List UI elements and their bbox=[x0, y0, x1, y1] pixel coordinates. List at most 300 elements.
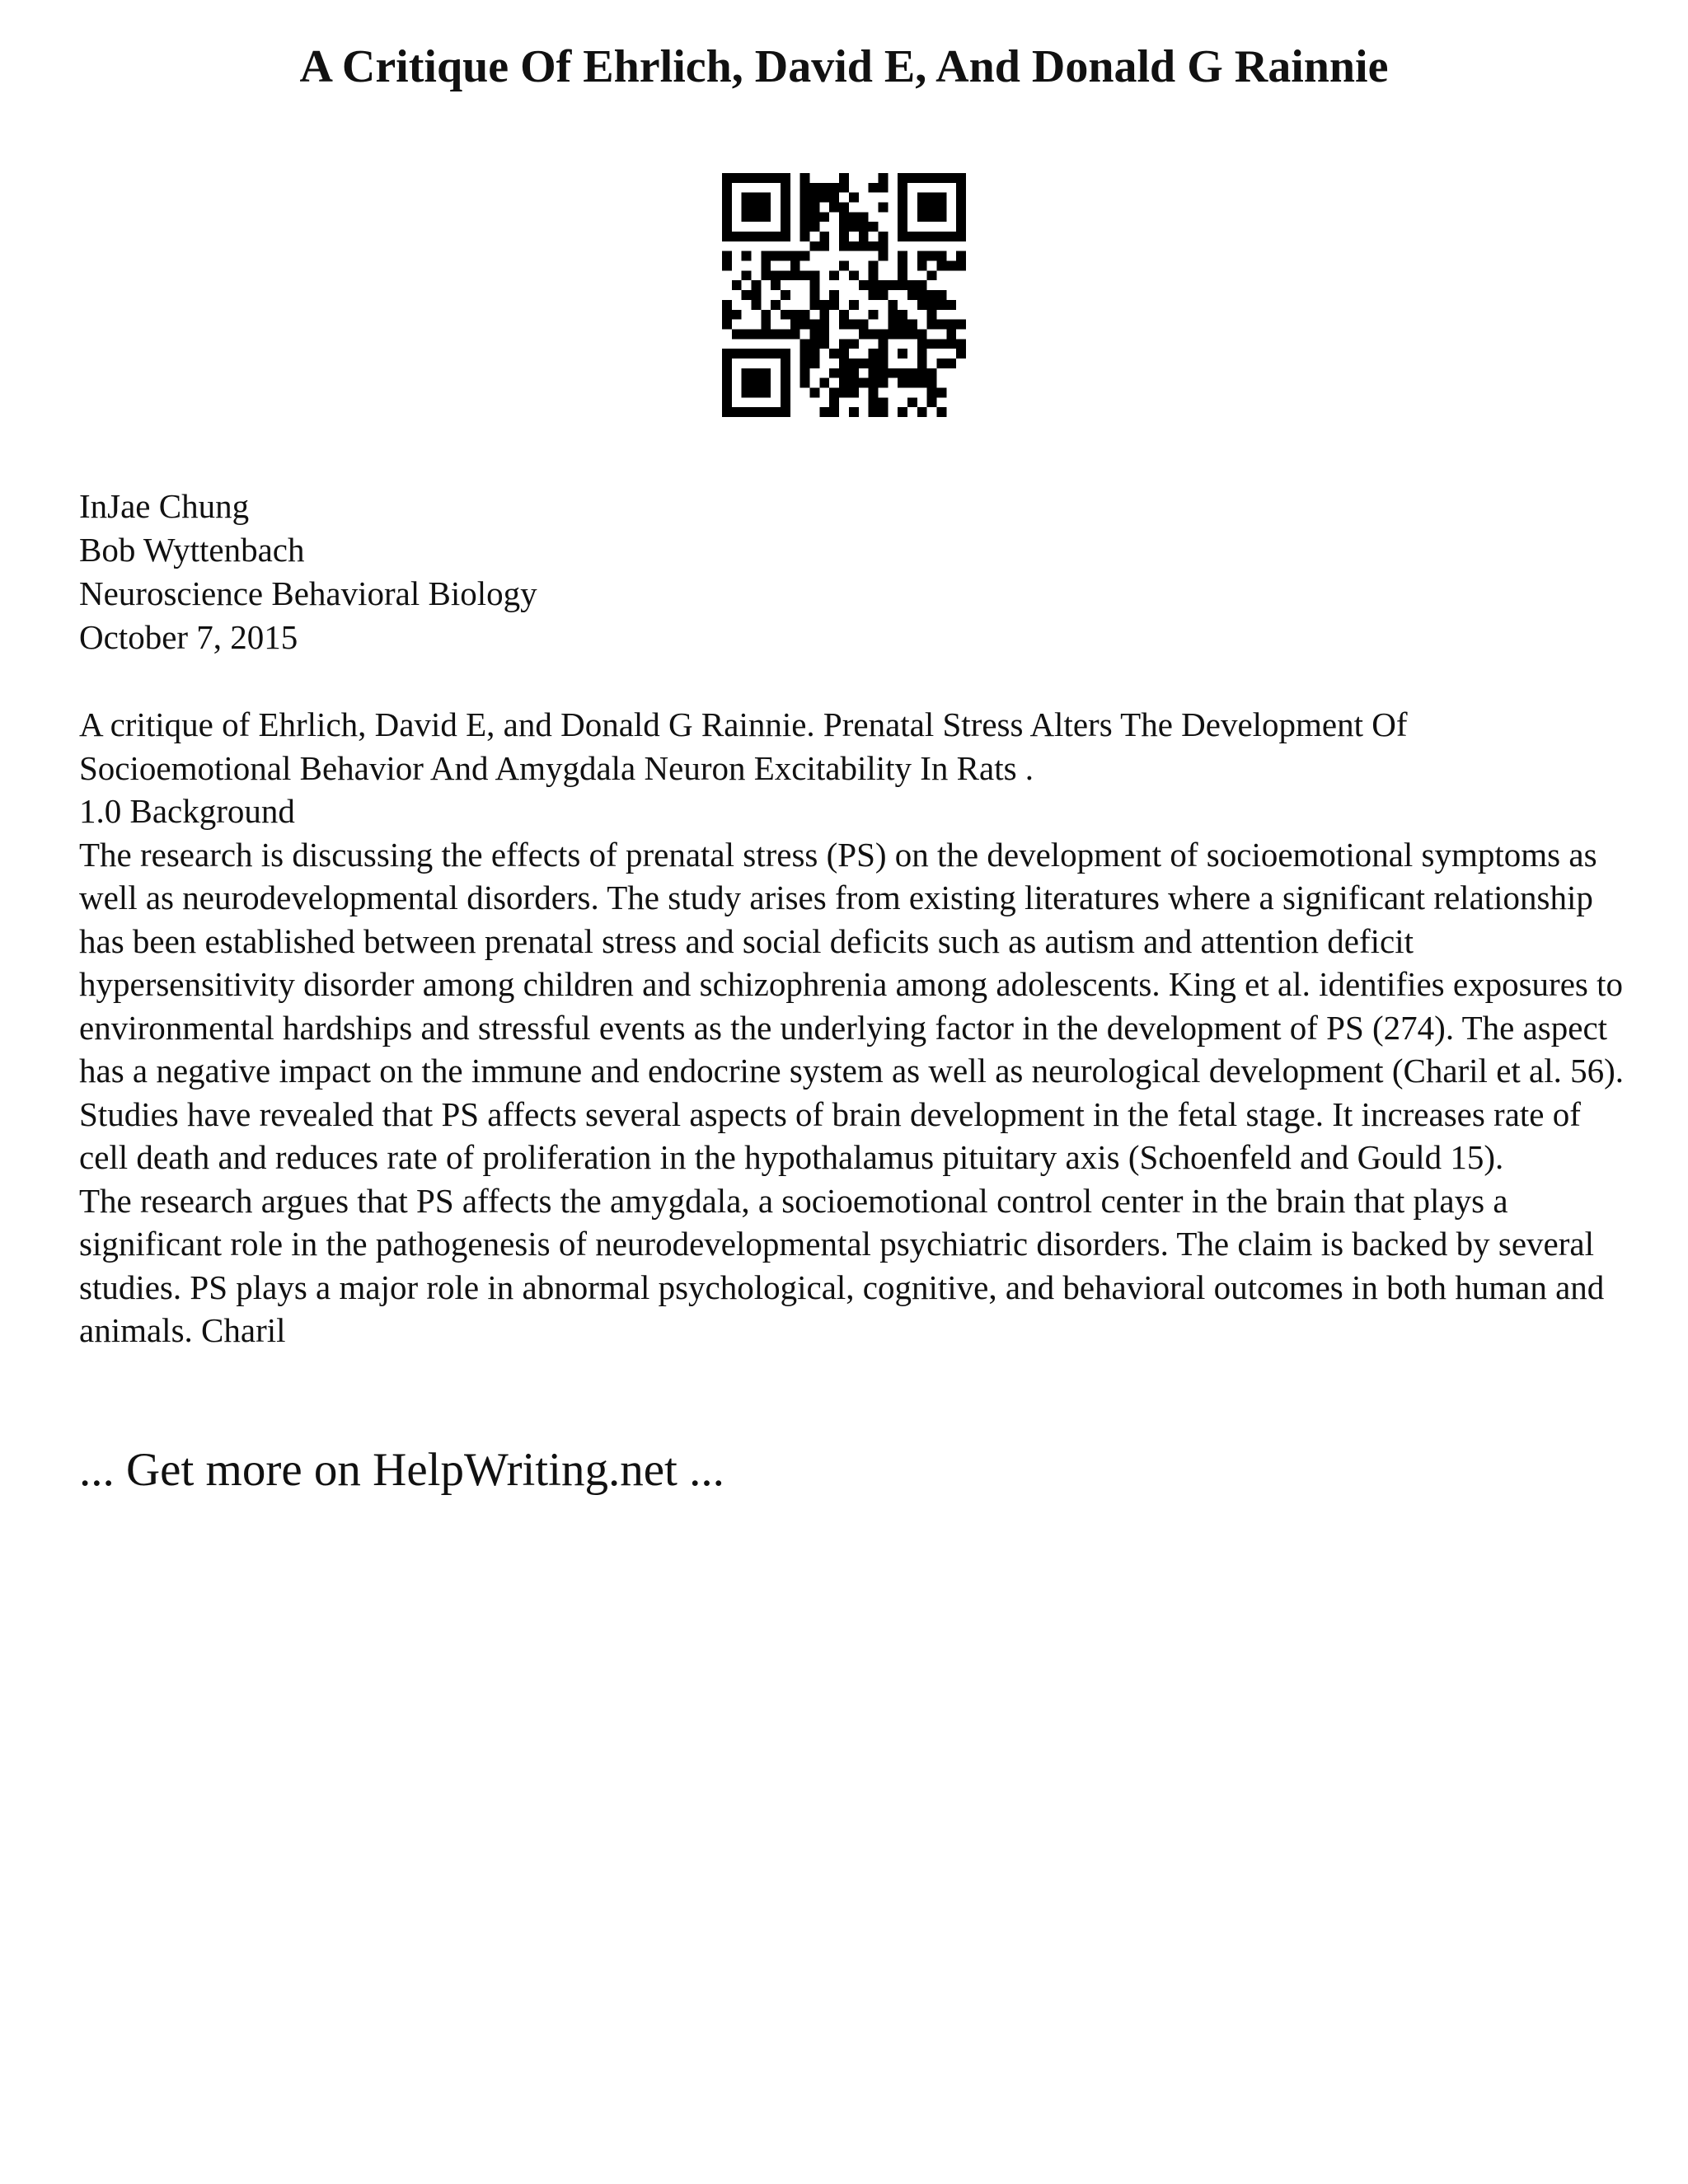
qr-module bbox=[839, 183, 849, 193]
qr-module bbox=[771, 251, 781, 261]
qr-module bbox=[849, 320, 859, 330]
qr-module bbox=[927, 290, 937, 300]
qr-module bbox=[722, 397, 732, 407]
document-title: A Critique Of Ehrlich, David E, And Donald G Rainnie bbox=[299, 41, 1389, 92]
qr-module bbox=[829, 387, 839, 397]
qr-module bbox=[956, 212, 966, 222]
qr-module bbox=[781, 407, 790, 417]
qr-module bbox=[878, 349, 888, 359]
qr-module bbox=[936, 193, 946, 203]
intro-paragraph: A critique of Ehrlich, David E, and Donald G Rainnie. Prenatal Stress Alters The Development Of Socioemotional Behavior And Amygdala Neuron Excitability In Rats . bbox=[79, 705, 1408, 787]
qr-module bbox=[898, 251, 907, 261]
qr-module bbox=[946, 329, 956, 339]
qr-module bbox=[722, 387, 732, 397]
qr-module bbox=[742, 270, 752, 280]
qr-module bbox=[927, 397, 937, 407]
qr-module bbox=[917, 261, 927, 271]
qr-module bbox=[936, 320, 946, 330]
qr-module bbox=[732, 407, 742, 417]
qr-module bbox=[781, 310, 790, 320]
qr-module bbox=[936, 173, 946, 183]
qr-module bbox=[898, 368, 907, 378]
qr-module bbox=[898, 378, 907, 388]
qr-module bbox=[722, 173, 732, 183]
qr-module bbox=[732, 310, 742, 320]
qr-module bbox=[936, 232, 946, 241]
qr-module bbox=[839, 222, 849, 232]
qr-module bbox=[956, 193, 966, 203]
qr-module bbox=[839, 368, 849, 378]
qr-module bbox=[917, 280, 927, 290]
qr-module bbox=[810, 203, 820, 213]
qr-module bbox=[878, 397, 888, 407]
get-more-link[interactable]: ... Get more on HelpWriting.net ... bbox=[79, 1444, 724, 1496]
qr-module bbox=[859, 241, 869, 251]
qr-module bbox=[819, 407, 829, 417]
qr-module bbox=[732, 349, 742, 359]
qr-module bbox=[810, 359, 820, 368]
qr-module bbox=[888, 320, 898, 330]
qr-module bbox=[917, 203, 927, 213]
qr-module bbox=[917, 193, 927, 203]
qr-module bbox=[752, 378, 762, 388]
qr-module bbox=[761, 232, 771, 241]
qr-module bbox=[752, 232, 762, 241]
qr-module bbox=[859, 232, 869, 241]
qr-module bbox=[800, 310, 810, 320]
qr-module bbox=[917, 339, 927, 349]
qr-module bbox=[956, 320, 966, 330]
qr-module bbox=[956, 203, 966, 213]
qr-module bbox=[849, 300, 859, 310]
qr-module bbox=[869, 368, 879, 378]
qr-module bbox=[907, 290, 917, 300]
qr-module bbox=[761, 378, 771, 388]
qr-module bbox=[839, 173, 849, 183]
qr-module bbox=[829, 290, 839, 300]
qr-module bbox=[917, 359, 927, 368]
qr-module bbox=[917, 290, 927, 300]
qr-module bbox=[917, 368, 927, 378]
qr-module bbox=[790, 310, 800, 320]
qr-module bbox=[781, 193, 790, 203]
qr-module bbox=[927, 368, 937, 378]
qr-module bbox=[869, 183, 879, 193]
qr-module bbox=[722, 368, 732, 378]
qr-module bbox=[917, 378, 927, 388]
qr-module bbox=[800, 183, 810, 193]
qr-module bbox=[732, 173, 742, 183]
qr-module bbox=[878, 407, 888, 417]
qr-module bbox=[752, 329, 762, 339]
qr-module bbox=[810, 270, 820, 280]
qr-module bbox=[849, 222, 859, 232]
qr-module bbox=[956, 251, 966, 261]
qr-module bbox=[849, 378, 859, 388]
qr-module bbox=[781, 397, 790, 407]
qr-module bbox=[956, 232, 966, 241]
body-paragraph: The research argues that PS affects the amygdala, a socioemotional control center in the brain that plays a significant role in the pathogenesis of neurodevelopmental psychiatric disorders. The claim is backed by several studies. PS plays a major role in abnormal psychological, cognitive, and behavioral outcomes in both human and animals. Charil bbox=[79, 1181, 1605, 1349]
qr-module bbox=[781, 387, 790, 397]
qr-module bbox=[761, 251, 771, 261]
qr-module bbox=[927, 173, 937, 183]
qr-module bbox=[819, 193, 829, 203]
qr-module bbox=[722, 359, 732, 368]
qr-module bbox=[742, 387, 752, 397]
qr-module bbox=[946, 261, 956, 271]
qr-module bbox=[722, 212, 732, 222]
qr-module bbox=[819, 329, 829, 339]
qr-module bbox=[742, 368, 752, 378]
qr-module bbox=[878, 359, 888, 368]
qr-module bbox=[800, 251, 810, 261]
qr-module bbox=[927, 320, 937, 330]
qr-module bbox=[839, 359, 849, 368]
qr-module bbox=[956, 173, 966, 183]
qr-module bbox=[956, 222, 966, 232]
qr-module bbox=[819, 310, 829, 320]
qr-module bbox=[790, 329, 800, 339]
qr-module bbox=[888, 300, 898, 310]
qr-module bbox=[829, 397, 839, 407]
qr-module bbox=[732, 329, 742, 339]
qr-module bbox=[752, 173, 762, 183]
qr-module bbox=[819, 320, 829, 330]
qr-module bbox=[888, 368, 898, 378]
qr-module bbox=[849, 359, 859, 368]
qr-module bbox=[829, 183, 839, 193]
qr-module bbox=[810, 241, 820, 251]
qr-module bbox=[898, 222, 907, 232]
qr-module bbox=[927, 378, 937, 388]
qr-module bbox=[936, 359, 946, 368]
qr-module bbox=[781, 183, 790, 193]
qr-module bbox=[771, 232, 781, 241]
qr-module bbox=[898, 193, 907, 203]
qr-module bbox=[722, 232, 732, 241]
qr-module bbox=[839, 387, 849, 397]
qr-module bbox=[956, 339, 966, 349]
qr-module bbox=[898, 270, 907, 280]
qr-module bbox=[781, 203, 790, 213]
qr-module bbox=[771, 173, 781, 183]
qr-module bbox=[849, 270, 859, 280]
qr-module bbox=[869, 261, 879, 271]
qr-module bbox=[869, 310, 879, 320]
qr-module bbox=[781, 212, 790, 222]
qr-module bbox=[898, 407, 907, 417]
qr-module bbox=[722, 193, 732, 203]
qr-module bbox=[742, 251, 752, 261]
qr-module bbox=[878, 241, 888, 251]
qr-module bbox=[810, 183, 820, 193]
qr-module bbox=[936, 387, 946, 397]
qr-module bbox=[742, 173, 752, 183]
qr-module bbox=[849, 241, 859, 251]
qr-module bbox=[829, 407, 839, 417]
qr-module bbox=[839, 349, 849, 359]
qr-module bbox=[761, 261, 771, 271]
qr-module bbox=[742, 212, 752, 222]
qr-module bbox=[869, 329, 879, 339]
qr-module bbox=[849, 368, 859, 378]
qr-module bbox=[907, 280, 917, 290]
qr-module bbox=[869, 280, 879, 290]
qr-module bbox=[722, 349, 732, 359]
qr-module bbox=[761, 173, 771, 183]
section-heading: 1.0 Background bbox=[79, 792, 295, 830]
qr-module bbox=[869, 378, 879, 388]
qr-module bbox=[869, 222, 879, 232]
qr-module bbox=[800, 173, 810, 183]
qr-module bbox=[771, 270, 781, 280]
qr-module bbox=[956, 349, 966, 359]
qr-module bbox=[742, 349, 752, 359]
qr-module bbox=[859, 222, 869, 232]
qr-module bbox=[742, 378, 752, 388]
qr-module bbox=[771, 300, 781, 310]
qr-module bbox=[722, 261, 732, 271]
qr-module bbox=[927, 232, 937, 241]
qr-module bbox=[752, 300, 762, 310]
qr-module bbox=[722, 310, 732, 320]
qr-module bbox=[936, 212, 946, 222]
qr-module bbox=[927, 193, 937, 203]
qr-module bbox=[878, 251, 888, 261]
qr-module bbox=[927, 300, 937, 310]
qr-module bbox=[878, 339, 888, 349]
qr-module bbox=[752, 407, 762, 417]
qr-module bbox=[898, 320, 907, 330]
qr-module bbox=[869, 387, 879, 397]
author-name: InJae Chung bbox=[79, 487, 250, 525]
qr-module bbox=[839, 212, 849, 222]
qr-module bbox=[742, 329, 752, 339]
qr-module bbox=[927, 310, 937, 320]
qr-module bbox=[810, 349, 820, 359]
qr-module bbox=[761, 310, 771, 320]
qr-module bbox=[878, 290, 888, 300]
qr-module bbox=[819, 339, 829, 349]
qr-module bbox=[907, 378, 917, 388]
qr-module bbox=[898, 232, 907, 241]
qr-module bbox=[907, 232, 917, 241]
qr-module bbox=[927, 212, 937, 222]
qr-module bbox=[898, 349, 907, 359]
qr-module bbox=[752, 280, 762, 290]
qr-module bbox=[946, 359, 956, 368]
qr-module bbox=[800, 203, 810, 213]
qr-module bbox=[869, 407, 879, 417]
qr-module bbox=[946, 173, 956, 183]
qr-module bbox=[781, 329, 790, 339]
qr-module bbox=[907, 368, 917, 378]
qr-module bbox=[829, 349, 839, 359]
qr-module bbox=[752, 349, 762, 359]
qr-module bbox=[761, 387, 771, 397]
qr-module bbox=[742, 232, 752, 241]
qr-module bbox=[927, 387, 937, 397]
qr-module bbox=[810, 212, 820, 222]
qr-module bbox=[839, 261, 849, 271]
qr-module bbox=[849, 407, 859, 417]
qr-module bbox=[956, 183, 966, 193]
qr-module bbox=[781, 222, 790, 232]
qr-module bbox=[849, 193, 859, 203]
qr-module bbox=[810, 280, 820, 290]
qr-module bbox=[936, 261, 946, 271]
qr-module bbox=[859, 320, 869, 330]
qr-module bbox=[742, 203, 752, 213]
qr-module bbox=[761, 320, 771, 330]
qr-module bbox=[829, 193, 839, 203]
body-paragraph: The research is discussing the effects of prenatal stress (PS) on the development of socioemotional symptoms as well as neurodevelopmental disorders. The study arises from existing literatures where a significant relationship has been established between prenatal stress and social deficits such as autism and attention deficit hypersensitivity disorder among children and schizophrenia among adolescents. King et al. identifies exposures to environmental hardships and stressful events as the underlying factor in the development of PS (274). The aspect has a negative impact on the immune and endocrine system as well as neurological development (Charil et al. 56). Studies have revealed that PS affects several aspects of brain development in the fetal stage. It increases rate of cell death and reduces rate of proliferation in the hypothalamus pituitary axis (Schoenfeld and Gould 15). bbox=[79, 835, 1625, 1176]
qr-module bbox=[800, 368, 810, 378]
qr-module bbox=[722, 407, 732, 417]
qr-module bbox=[810, 222, 820, 232]
qr-module bbox=[878, 280, 888, 290]
qr-module bbox=[927, 203, 937, 213]
qr-module bbox=[761, 329, 771, 339]
qr-module bbox=[829, 368, 839, 378]
qr-module bbox=[781, 359, 790, 368]
qr-module bbox=[878, 183, 888, 193]
qr-module bbox=[722, 300, 732, 310]
qr-module bbox=[819, 300, 829, 310]
qr-module bbox=[771, 407, 781, 417]
qr-module bbox=[742, 290, 752, 300]
qr-module bbox=[907, 329, 917, 339]
qr-module bbox=[888, 280, 898, 290]
qr-module bbox=[917, 407, 927, 417]
qr-module bbox=[790, 270, 800, 280]
qr-module bbox=[800, 212, 810, 222]
qr-module bbox=[927, 251, 937, 261]
qr-module bbox=[869, 270, 879, 280]
qr-module bbox=[878, 329, 888, 339]
qr-module bbox=[800, 359, 810, 368]
qr-module bbox=[936, 407, 946, 417]
qr-module bbox=[771, 329, 781, 339]
qr-module bbox=[752, 368, 762, 378]
qr-module bbox=[956, 261, 966, 271]
qr-module bbox=[800, 339, 810, 349]
qr-module bbox=[907, 173, 917, 183]
qr-module bbox=[781, 232, 790, 241]
qr-module bbox=[839, 203, 849, 213]
qr-module bbox=[752, 203, 762, 213]
qr-module bbox=[898, 173, 907, 183]
qr-module bbox=[781, 270, 790, 280]
qr-module bbox=[839, 378, 849, 388]
qr-module bbox=[781, 349, 790, 359]
qr-module bbox=[898, 183, 907, 193]
qr-module bbox=[946, 300, 956, 310]
qr-module bbox=[810, 193, 820, 203]
qr-module bbox=[869, 241, 879, 251]
qr-module bbox=[722, 251, 732, 261]
qr-module bbox=[917, 212, 927, 222]
qr-module bbox=[839, 310, 849, 320]
qr-module bbox=[810, 387, 820, 397]
qr-module bbox=[800, 222, 810, 232]
qr-module bbox=[849, 339, 859, 349]
qr-module bbox=[722, 222, 732, 232]
qr-module bbox=[936, 203, 946, 213]
qr-module bbox=[917, 173, 927, 183]
qr-module bbox=[917, 349, 927, 359]
qr-module bbox=[898, 261, 907, 271]
qr-module bbox=[888, 310, 898, 320]
qr-module bbox=[917, 300, 927, 310]
qr-module bbox=[790, 320, 800, 330]
qr-module bbox=[936, 251, 946, 261]
qr-module bbox=[761, 407, 771, 417]
qr-module bbox=[781, 368, 790, 378]
author-block bbox=[79, 485, 1612, 659]
qr-module bbox=[869, 290, 879, 300]
qr-module bbox=[829, 300, 839, 310]
qr-module bbox=[800, 320, 810, 330]
qr-module bbox=[869, 397, 879, 407]
qr-module bbox=[878, 378, 888, 388]
course-name: Neuroscience Behavioral Biology bbox=[79, 574, 537, 612]
qr-module bbox=[781, 378, 790, 388]
qr-code-icon bbox=[722, 173, 966, 417]
qr-module bbox=[810, 329, 820, 339]
qr-module bbox=[849, 212, 859, 222]
qr-module bbox=[722, 378, 732, 388]
qr-module bbox=[898, 310, 907, 320]
qr-module bbox=[859, 280, 869, 290]
qr-module bbox=[810, 300, 820, 310]
qr-module bbox=[761, 212, 771, 222]
qr-module bbox=[722, 183, 732, 193]
qr-module bbox=[829, 203, 839, 213]
qr-module bbox=[761, 193, 771, 203]
qr-module bbox=[917, 329, 927, 339]
document-date: October 7, 2015 bbox=[79, 618, 298, 656]
qr-module bbox=[888, 329, 898, 339]
qr-module bbox=[936, 300, 946, 310]
qr-module bbox=[878, 203, 888, 213]
qr-module bbox=[878, 232, 888, 241]
qr-module bbox=[898, 280, 907, 290]
qr-module bbox=[771, 349, 781, 359]
qr-module bbox=[810, 320, 820, 330]
qr-module bbox=[752, 212, 762, 222]
qr-module bbox=[722, 320, 732, 330]
qr-module bbox=[819, 183, 829, 193]
qr-module bbox=[946, 339, 956, 349]
qr-module bbox=[819, 241, 829, 251]
qr-module bbox=[771, 280, 781, 290]
qr-module bbox=[869, 359, 879, 368]
qr-module bbox=[761, 368, 771, 378]
qr-module bbox=[849, 387, 859, 397]
qr-module bbox=[781, 290, 790, 300]
qr-module bbox=[839, 339, 849, 349]
qr-module bbox=[917, 251, 927, 261]
qr-module bbox=[927, 270, 937, 280]
qr-module bbox=[790, 261, 800, 271]
qr-module bbox=[781, 251, 790, 261]
qr-module bbox=[839, 320, 849, 330]
qr-module bbox=[790, 251, 800, 261]
document-body bbox=[79, 703, 1625, 1352]
instructor-name: Bob Wyttenbach bbox=[79, 531, 305, 569]
qr-module bbox=[732, 232, 742, 241]
